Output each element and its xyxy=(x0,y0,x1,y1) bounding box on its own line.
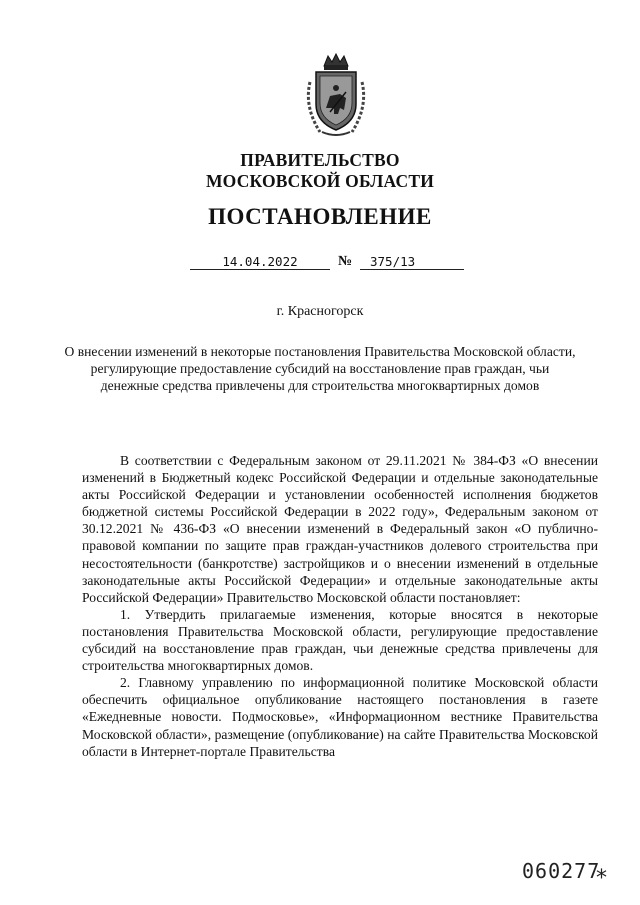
form-serial-number: 060277 xyxy=(522,859,601,883)
asterisk-mark-icon: * xyxy=(596,866,607,891)
document-subject: О внесении изменений в некоторые постановления Правительства Московской области, регулирующие предоставление субсидий на восстановление прав граждан, чьи денежные средства привлечены для строительства многоквартирных домов xyxy=(64,344,576,394)
number-sign: № xyxy=(338,254,353,269)
body-paragraph-preamble: В соответствии с Федеральным законом от 29.11.2021 № 384-ФЗ «О внесении изменений в Бюджетный кодекс Российской Федерации и отдельные законодательные акты Российской Федерации и установлении особенностей исполнения бюджетов бюджетной системы Российской Федерации в 2022 году», Федеральным законом от 30.12.2021 № 436-ФЗ «О внесении изменений в Федеральный закон «О публично-правовой компании по защите прав граждан-участников долевого строительства при несостоятельности (банкротстве) застройщиков и о внесении изменений в отдельные законодательные акты Российской Федерации» и отдельные законодательные акты Российской Федерации» Правительство Московской области постановляет: xyxy=(82,453,598,605)
body-paragraph-2: 2. Главному управлению по информационной политике Московской области обеспечить официальное опубликование настоящего постановления в газете «Ежедневные новости. Подмосковье», «Информационном вестнике Правительства Московской области», размещение (опубликование) на сайте Правительства Московской области в Интернет-портале Правительства xyxy=(82,675,598,759)
registration-number: 375/13 xyxy=(360,254,464,270)
document-body xyxy=(82,452,598,760)
city-of-issue: г. Красногорск xyxy=(276,304,364,319)
document-type-title: ПОСТАНОВЛЕНИЕ xyxy=(208,204,432,229)
coat-of-arms-icon xyxy=(300,52,372,138)
government-title-line1: ПРАВИТЕЛЬСТВО xyxy=(240,150,400,170)
body-paragraph-1: 1. Утвердить прилагаемые изменения, которые вносятся в некоторые постановления Правительства Московской области, регулирующие предоставление субсидий на восстановление прав граждан, чьи денежные средства привлечены для строительства многоквартирных домов. xyxy=(82,606,598,674)
registration-date: 14.04.2022 xyxy=(190,254,330,270)
government-title-line2: МОСКОВСКОЙ ОБЛАСТИ xyxy=(205,171,435,191)
